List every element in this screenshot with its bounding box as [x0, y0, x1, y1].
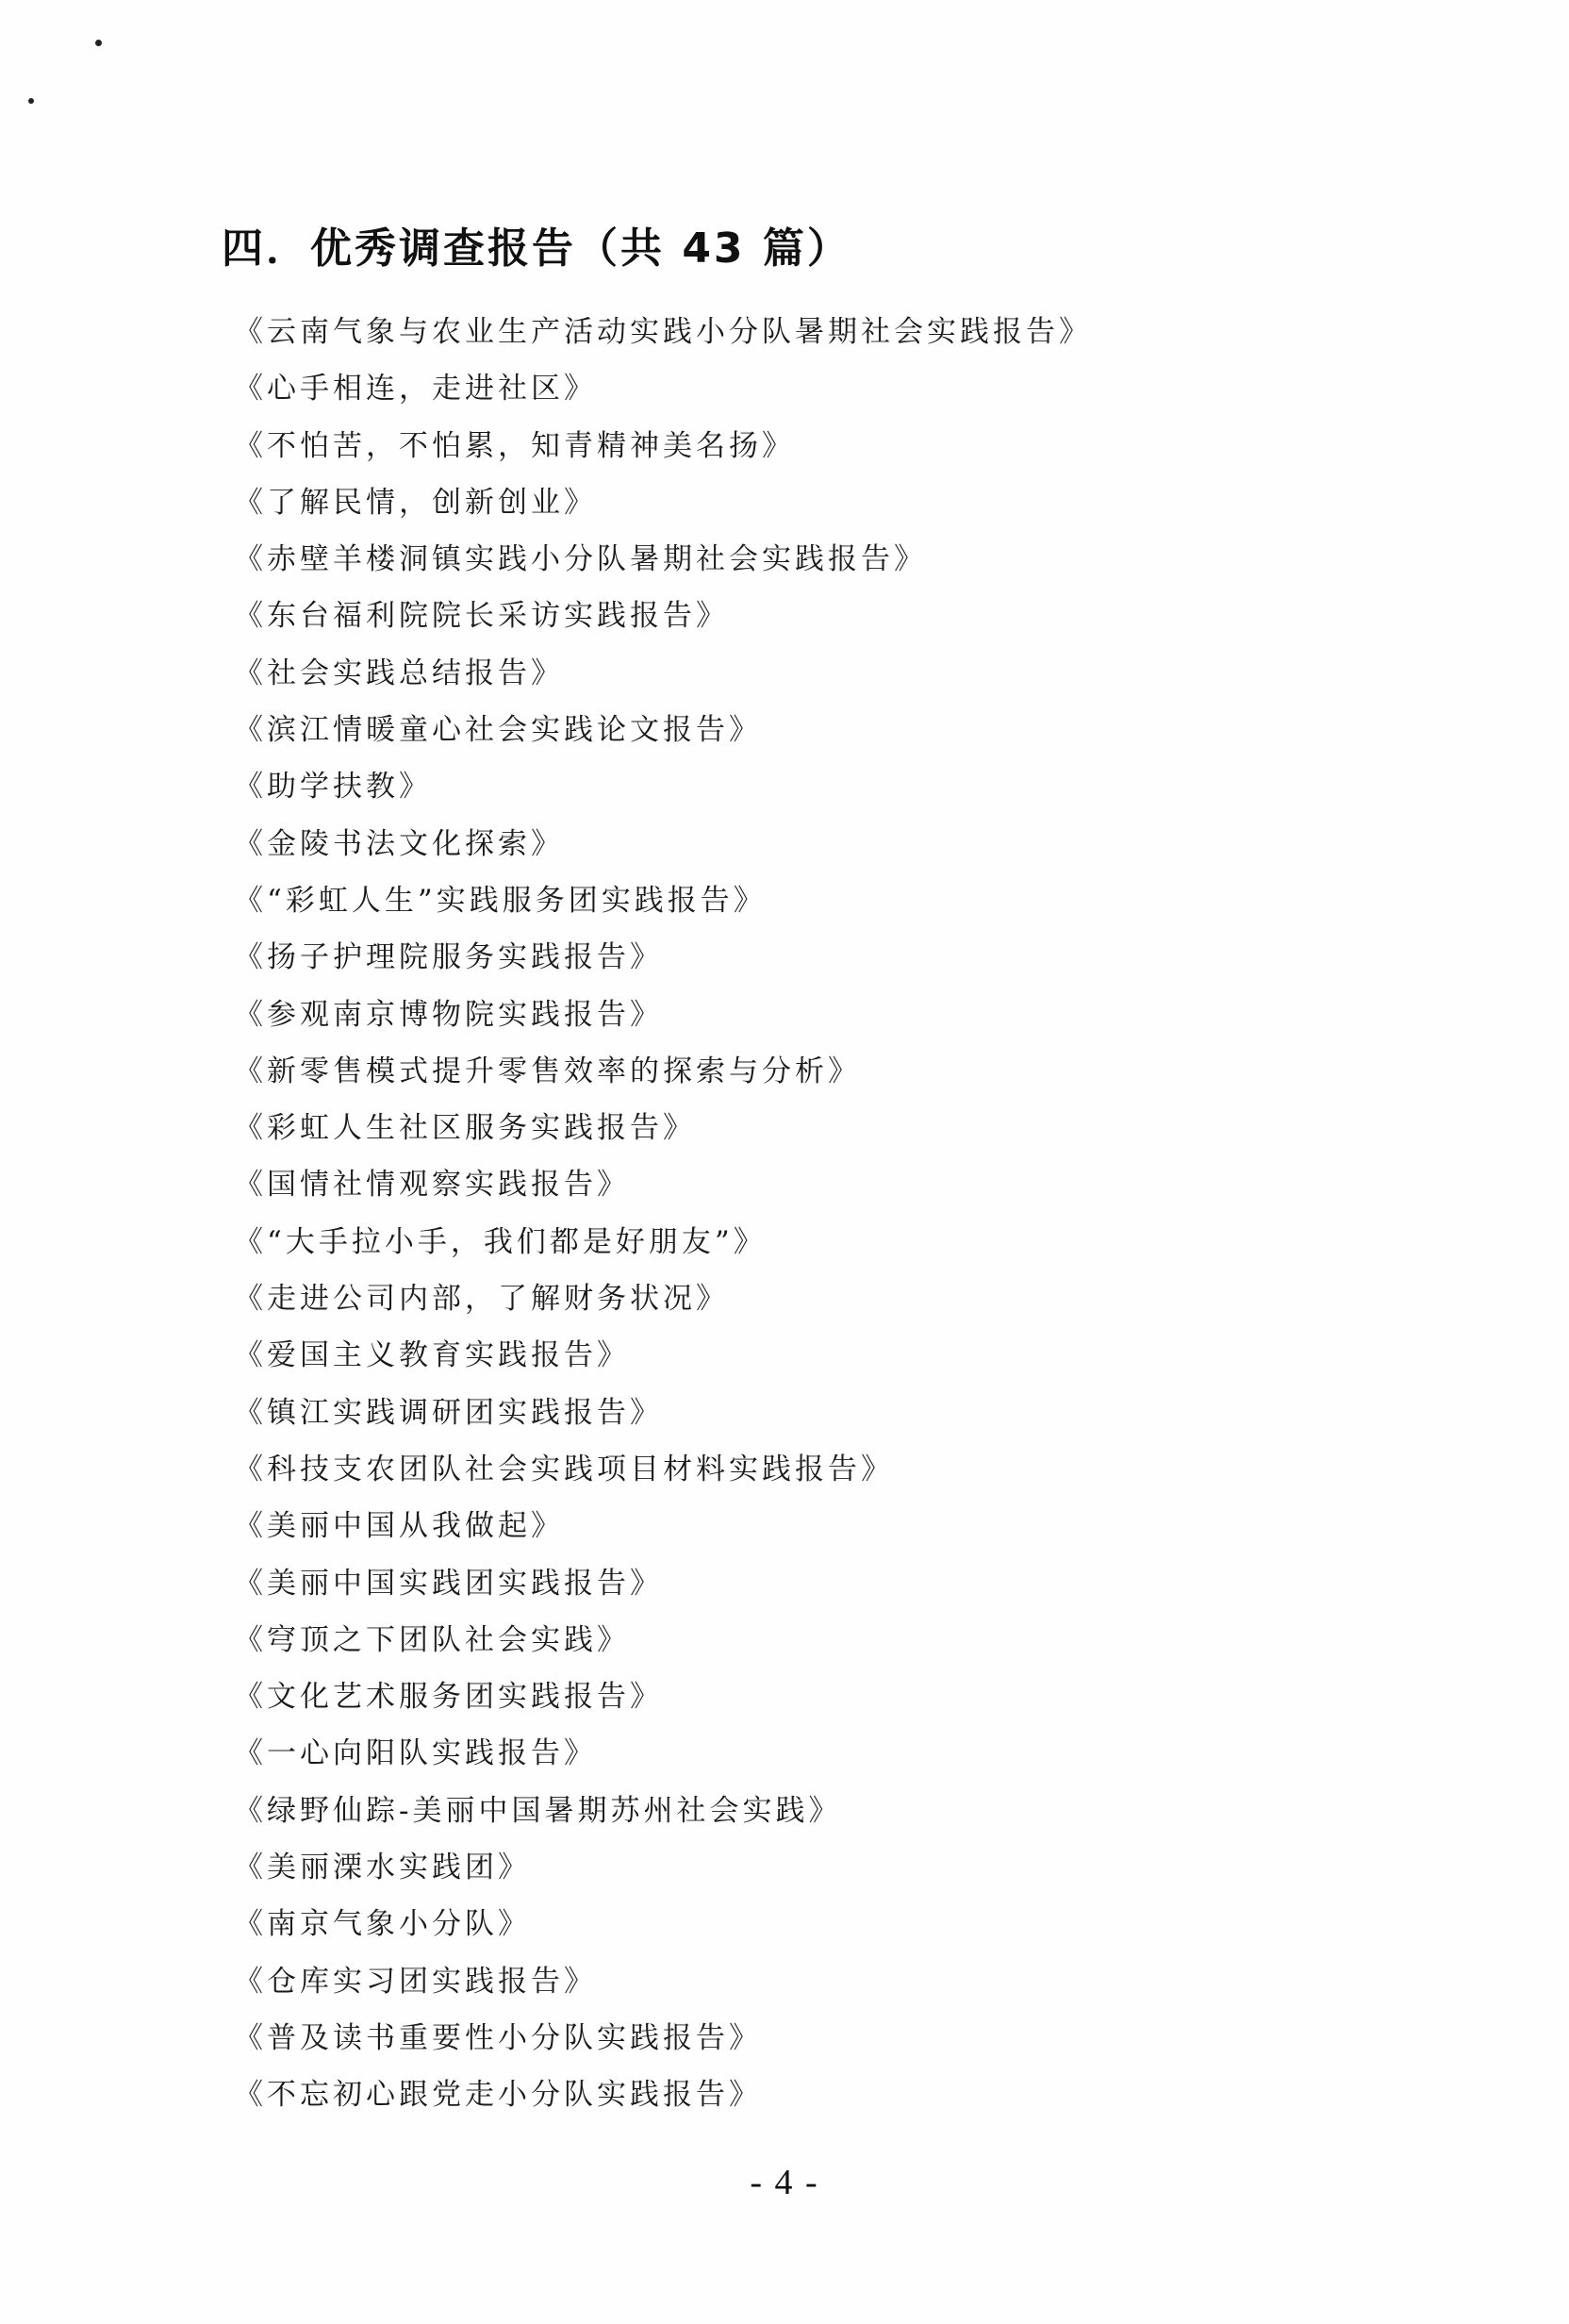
section-heading: 四．优秀调查报告（共 43 篇）: [222, 224, 851, 273]
report-title: 《一心向阳队实践报告》: [234, 1736, 597, 1771]
report-title: 《美丽中国从我做起》: [234, 1509, 564, 1544]
report-title: 《“大手拉小手，我们都是好朋友”》: [234, 1224, 767, 1259]
report-title: 《云南气象与农业生产活动实践小分队暑期社会实践报告》: [234, 315, 1092, 349]
report-title: 《心手相连，走进社区》: [234, 372, 597, 407]
report-title: 《科技支农团队社会实践项目材料实践报告》: [234, 1452, 894, 1486]
report-title: 《助学扶教》: [234, 770, 432, 805]
report-title: 《绿野仙踪-美丽中国暑期苏州社会实践》: [234, 1793, 842, 1828]
report-title: 《了解民情，创新创业》: [234, 485, 597, 520]
report-title: 《赤壁羊楼洞镇实践小分队暑期社会实践报告》: [234, 542, 927, 577]
report-title: 《走进公司内部，了解财务状况》: [234, 1282, 729, 1317]
report-title: 《彩虹人生社区服务实践报告》: [234, 1111, 696, 1146]
page-number: - 4 -: [750, 2163, 819, 2202]
report-title: 《爱国主义教育实践报告》: [234, 1338, 630, 1373]
report-title: 《东台福利院院长采访实践报告》: [234, 599, 729, 634]
report-title: 《南京气象小分队》: [234, 1907, 531, 1942]
report-title: 《仓库实习团实践报告》: [234, 1964, 597, 1999]
report-title: 《镇江实践调研团实践报告》: [234, 1395, 663, 1430]
report-title: 《穹顶之下团队社会实践》: [234, 1622, 630, 1657]
report-title: 《新零售模式提升零售效率的探索与分析》: [234, 1054, 861, 1088]
report-title: 《文化艺术服务团实践报告》: [234, 1680, 663, 1715]
scan-speck: [28, 98, 34, 104]
report-title: 《金陵书法文化探索》: [234, 826, 564, 861]
report-title: 《国情社情观察实践报告》: [234, 1168, 630, 1203]
report-title: 《不怕苦，不怕累，知青精神美名扬》: [234, 428, 795, 463]
report-title: 《参观南京博物院实践报告》: [234, 997, 663, 1032]
report-title: 《滨江情暖童心社会实践论文报告》: [234, 713, 762, 748]
report-title: 《社会实践总结报告》: [234, 656, 564, 690]
report-title: 《不忘初心跟党走小分队实践报告》: [234, 2078, 762, 2113]
report-list: [234, 304, 1092, 2124]
report-title: 《扬子护理院服务实践报告》: [234, 940, 663, 975]
report-title: 《“彩虹人生”实践服务团实践报告》: [234, 883, 767, 918]
report-title: 《普及读书重要性小分队实践报告》: [234, 2020, 762, 2055]
report-title: 《美丽溧水实践团》: [234, 1851, 531, 1885]
report-title: 《美丽中国实践团实践报告》: [234, 1566, 663, 1601]
scan-speck: [95, 40, 102, 46]
